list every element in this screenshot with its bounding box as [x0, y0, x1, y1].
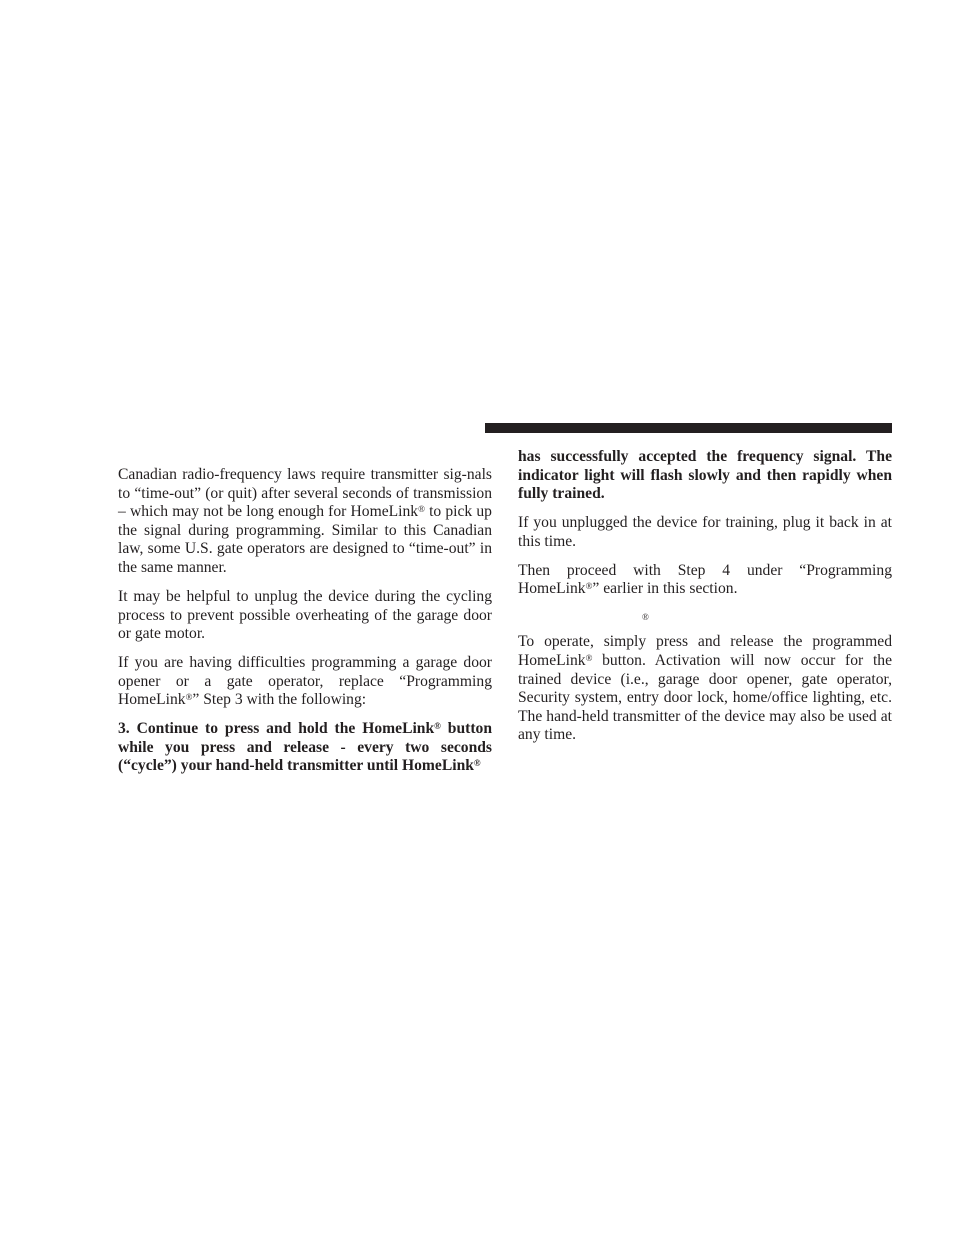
paragraph-step-3: 3. Continue to press and hold the HomeLink® button while you press and release - every two seconds (“cycle”) your hand-held transmitter until HomeLink®: [118, 720, 493, 775]
section-divider-bar: [485, 423, 892, 433]
paragraph-plug-back: If you unplugged the device for training, plug it back in at this time.: [518, 514, 892, 550]
right-column: [518, 448, 892, 745]
paragraph-step-3-continued: has successfully accepted the frequency signal. The indicator light will flash slowly and then rapidly when fully trained.: [518, 448, 892, 503]
registered-mark: ®: [434, 721, 441, 732]
section-heading: ®: [642, 612, 649, 623]
paragraph-unplug-device: It may be helpful to unplug the device during the cycling process to prevent possible overheating of the garage door or gate motor.: [118, 587, 492, 643]
left-column: [118, 466, 492, 776]
paragraph-canadian-laws: Canadian radio-frequency laws require transmitter sig-nals to “time-out” (or quit) after several seconds of transmission – which may not be long enough for HomeLink® to pick up the signal during programming. Similar to this Canadian law, some U.S. gate operators are designed to “time-out” in the same manner.: [118, 466, 492, 576]
paragraph-operate: To operate, simply press and release the programmed HomeLink® button. Activation will now occur for the trained device (i.e., garage door opener, gate operator, Security system, entry door lock, home/office lighting, etc. The hand-held transmitter of the device may also be used at any time.: [518, 633, 892, 744]
registered-mark: ®: [418, 504, 425, 515]
registered-mark: ®: [585, 581, 593, 592]
registered-mark: ®: [473, 758, 481, 769]
registered-mark: ®: [185, 692, 193, 703]
paragraph-proceed-step-4: Then proceed with Step 4 under “Programming HomeLink®” earlier in this section.: [518, 561, 892, 598]
paragraph-difficulties: If you are having difficulties programming a garage door opener or a gate operator, replace “Programming HomeLink®” Step 3 with the following:: [118, 654, 492, 709]
registered-mark: ®: [585, 652, 593, 663]
